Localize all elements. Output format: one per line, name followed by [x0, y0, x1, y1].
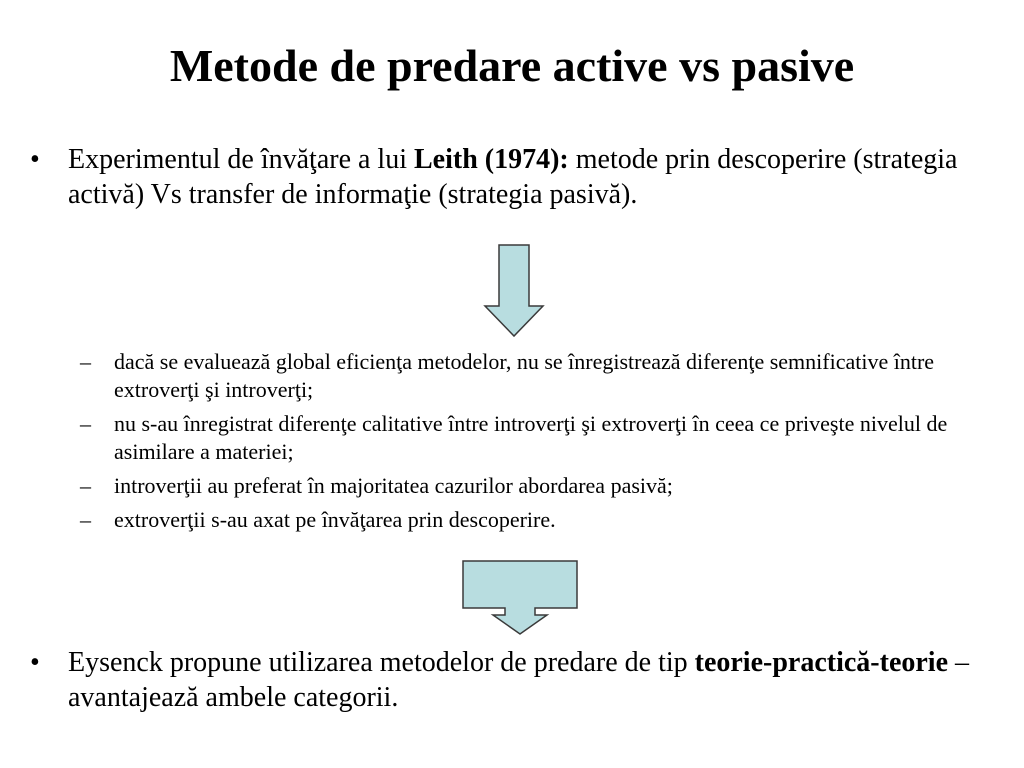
bullet-text-end: metode prin descoperire (strategia activă) Vs transfer de informaţie (strategia pasivă).	[68, 144, 958, 210]
list-item	[80, 472, 1000, 500]
list-item-text: nu s-au înregistrat diferenţe calitative între introverţi şi extroverţi în ceea ce priveşte nivelul de asimilare a materiei;	[114, 411, 948, 464]
bullet-text-start: Experimentul de învăţare a lui	[68, 144, 414, 175]
bullet-marker: •	[30, 647, 40, 678]
bullet-text-end: – avantajează ambele categorii.	[68, 647, 970, 713]
list-item-text: extroverţii s-au axat pe învăţarea prin descoperire.	[114, 507, 556, 532]
list-item-text: introverţii au preferat în majoritatea cazurilor abordarea pasivă;	[114, 473, 673, 498]
bullet-text-start: Eysenck propune utilizarea metodelor de predare de tip	[68, 647, 695, 678]
list-item-marker: –	[80, 349, 91, 374]
bullet-eysenck	[30, 645, 990, 715]
bullet-bold-citation: Leith (1974):	[413, 144, 569, 175]
list-item-marker: –	[80, 411, 91, 436]
list-item	[80, 410, 1000, 466]
bullet-leith-experiment	[30, 142, 990, 212]
findings-list	[80, 348, 1000, 540]
down-arrow-callout-icon	[461, 560, 579, 636]
list-item	[80, 348, 1000, 404]
bullet-bold-method: teorie-practică-teorie	[694, 647, 949, 678]
list-item	[80, 506, 1000, 534]
down-arrow-icon	[483, 244, 545, 338]
bullet-marker: •	[30, 144, 40, 175]
slide-title: Metode de predare active vs pasive	[169, 40, 855, 91]
list-item-text: dacă se evaluează global eficienţa metodelor, nu se înregistrează diferenţe semnificative între extroverţi şi introverţi;	[114, 349, 935, 402]
bullet-text	[68, 142, 990, 212]
list-item-marker: –	[80, 507, 91, 532]
bullet-text	[68, 645, 990, 715]
list-item-marker: –	[80, 473, 91, 498]
